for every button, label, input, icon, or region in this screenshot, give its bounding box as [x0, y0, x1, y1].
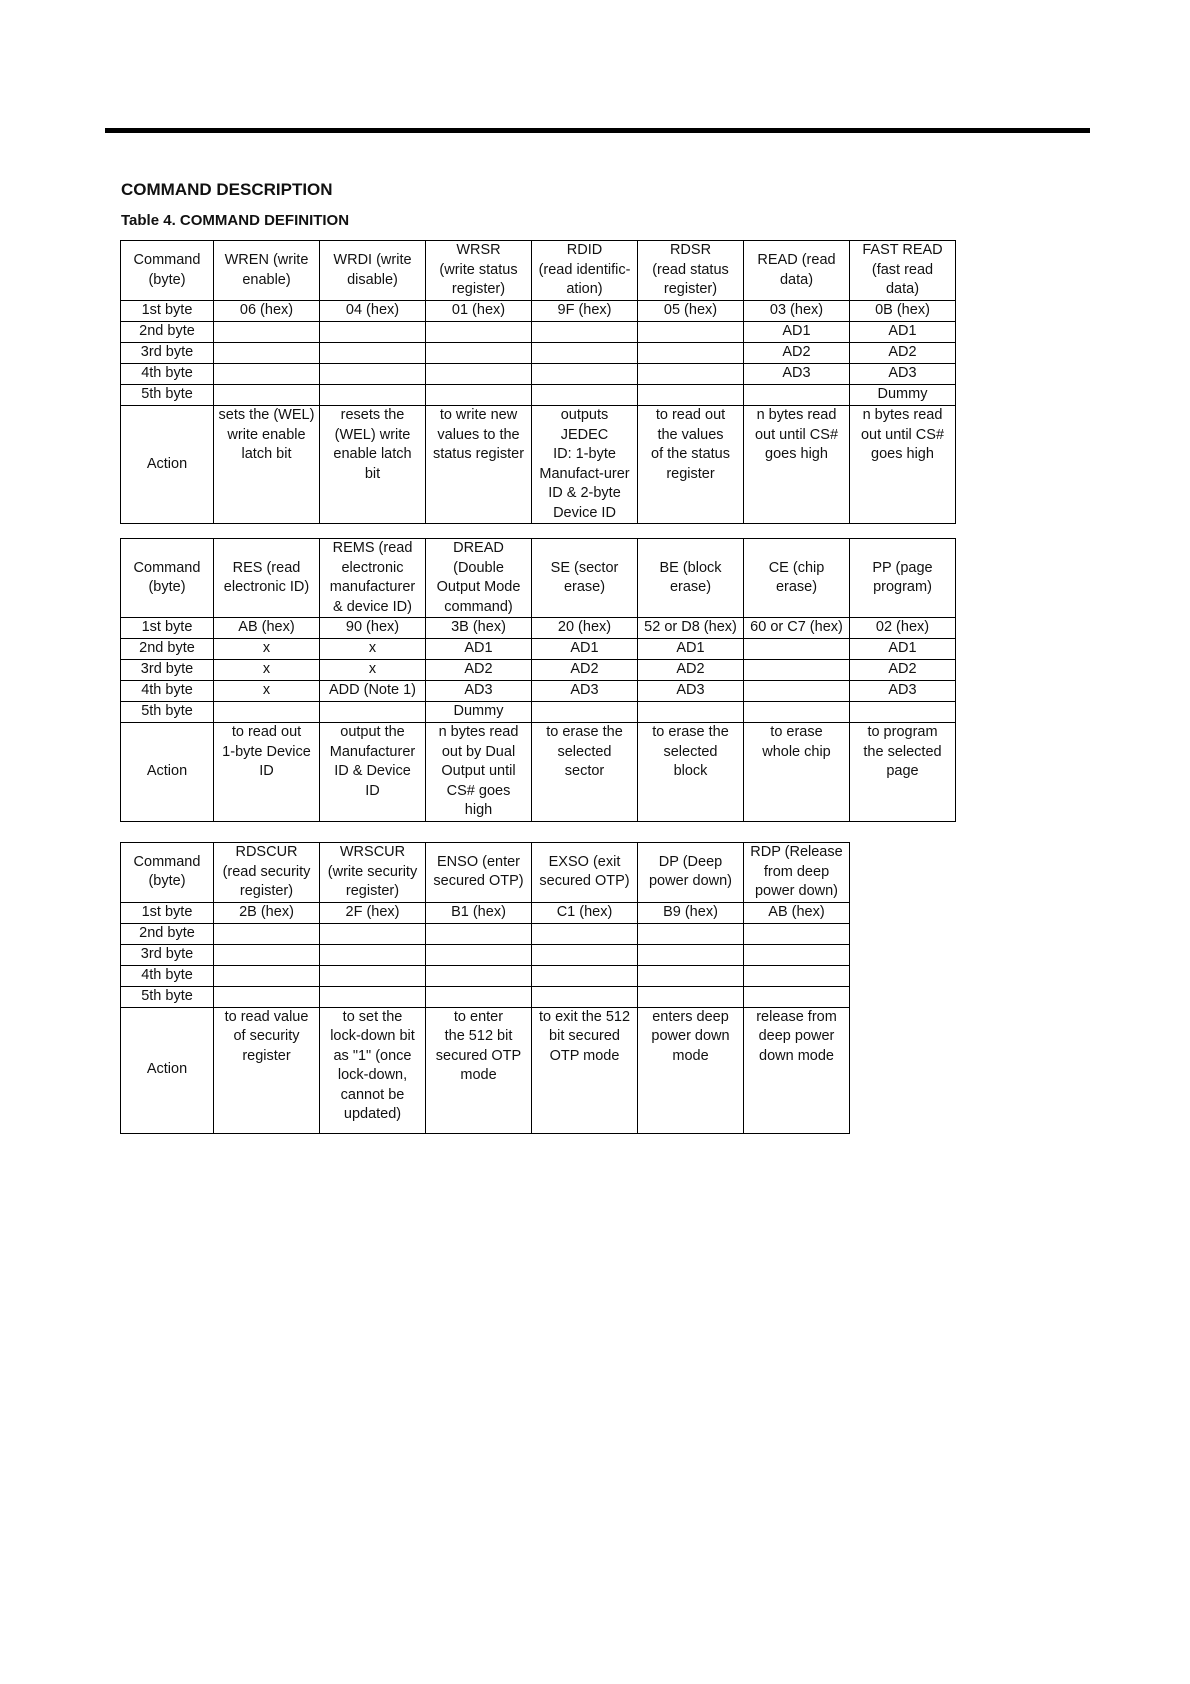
row-label: 4th byte [121, 681, 214, 702]
byte-cell [426, 923, 532, 944]
byte-cell [638, 944, 744, 965]
byte-cell [320, 923, 426, 944]
byte-cell [532, 965, 638, 986]
action-cell: outputs JEDEC ID: 1-byte Manufact-urer ID & 2-byte Device ID [532, 406, 638, 524]
action-cell: sets the (WEL) write enable latch bit [214, 406, 320, 524]
byte-cell: AD1 [532, 639, 638, 660]
byte-cell: B9 (hex) [638, 902, 744, 923]
row-label: Action [121, 723, 214, 822]
byte-row [121, 944, 850, 965]
byte-cell: AD3 [426, 681, 532, 702]
byte-cell: AB (hex) [214, 618, 320, 639]
byte-cell: AD3 [532, 681, 638, 702]
command-name-cell: WRSCUR (write security register) [320, 843, 426, 903]
byte-row [121, 923, 850, 944]
command-name-cell: SE (sector erase) [532, 539, 638, 618]
byte-cell [320, 965, 426, 986]
byte-cell [532, 944, 638, 965]
byte-cell: AD3 [638, 681, 744, 702]
byte-cell [214, 923, 320, 944]
byte-cell [320, 322, 426, 343]
byte-cell [638, 923, 744, 944]
byte-row [121, 986, 850, 1007]
command-name-cell: ENSO (enter secured OTP) [426, 843, 532, 903]
byte-cell: C1 (hex) [532, 902, 638, 923]
byte-cell: x [214, 639, 320, 660]
byte-cell [532, 385, 638, 406]
byte-cell [426, 364, 532, 385]
command-name-cell: CE (chip erase) [744, 539, 850, 618]
byte-cell [744, 660, 850, 681]
byte-cell [744, 385, 850, 406]
action-cell: to erase whole chip [744, 723, 850, 822]
table-caption: Table 4. COMMAND DEFINITION [121, 212, 350, 229]
byte-cell [532, 923, 638, 944]
byte-row [121, 660, 956, 681]
row-label: 5th byte [121, 702, 214, 723]
byte-cell: AD3 [850, 364, 956, 385]
command-name-cell: FAST READ (fast read data) [850, 241, 956, 301]
byte-cell [426, 343, 532, 364]
byte-cell [426, 986, 532, 1007]
byte-cell: 06 (hex) [214, 301, 320, 322]
action-cell: to erase the selected block [638, 723, 744, 822]
action-cell: n bytes read out until CS# goes high [850, 406, 956, 524]
byte-cell [532, 986, 638, 1007]
command-name-cell: BE (block erase) [638, 539, 744, 618]
byte-cell: AD2 [744, 343, 850, 364]
byte-cell [214, 986, 320, 1007]
byte-cell: Dummy [426, 702, 532, 723]
action-cell: to read value of security register [214, 1007, 320, 1133]
byte-cell: AD1 [638, 639, 744, 660]
row-label: 2nd byte [121, 322, 214, 343]
row-label: 3rd byte [121, 343, 214, 364]
byte-cell [638, 965, 744, 986]
byte-cell [744, 944, 850, 965]
header-rule [105, 128, 1090, 133]
byte-cell: ADD (Note 1) [320, 681, 426, 702]
byte-cell: AD2 [426, 660, 532, 681]
byte-cell: 04 (hex) [320, 301, 426, 322]
byte-cell [532, 702, 638, 723]
row-label: 4th byte [121, 965, 214, 986]
byte-cell: 60 or C7 (hex) [744, 618, 850, 639]
byte-cell: 03 (hex) [744, 301, 850, 322]
action-cell: resets the (WEL) write enable latch bit [320, 406, 426, 524]
byte-cell: 0B (hex) [850, 301, 956, 322]
command-name-cell: READ (read data) [744, 241, 850, 301]
row-label: Command (byte) [121, 843, 214, 903]
row-label: 1st byte [121, 902, 214, 923]
byte-cell: 90 (hex) [320, 618, 426, 639]
action-cell: to enter the 512 bit secured OTP mode [426, 1007, 532, 1133]
byte-cell [214, 965, 320, 986]
byte-cell [426, 944, 532, 965]
byte-row [121, 343, 956, 364]
byte-cell [532, 364, 638, 385]
byte-cell [744, 639, 850, 660]
row-label: Action [121, 406, 214, 524]
byte-cell [532, 343, 638, 364]
command-name-cell: RES (read electronic ID) [214, 539, 320, 618]
byte-cell [320, 944, 426, 965]
byte-cell [532, 322, 638, 343]
command-table-1 [120, 240, 956, 524]
action-cell: to program the selected page [850, 723, 956, 822]
action-cell: to read out 1-byte Device ID [214, 723, 320, 822]
byte-row [121, 618, 956, 639]
byte-cell: AD3 [744, 364, 850, 385]
byte-row [121, 639, 956, 660]
action-row [121, 1007, 850, 1133]
row-label: 1st byte [121, 301, 214, 322]
byte-cell: 9F (hex) [532, 301, 638, 322]
action-row [121, 723, 956, 822]
byte-cell [320, 385, 426, 406]
byte-cell: 3B (hex) [426, 618, 532, 639]
byte-cell [320, 702, 426, 723]
command-name-cell: RDP (Release from deep power down) [744, 843, 850, 903]
command-name-cell: REMS (read electronic manufacturer & device ID) [320, 539, 426, 618]
row-label: 2nd byte [121, 639, 214, 660]
command-name-cell: WREN (write enable) [214, 241, 320, 301]
byte-cell [320, 343, 426, 364]
byte-cell [214, 944, 320, 965]
byte-row [121, 965, 850, 986]
byte-cell: 2B (hex) [214, 902, 320, 923]
byte-cell [320, 364, 426, 385]
header-row [121, 241, 956, 301]
command-name-cell: WRDI (write disable) [320, 241, 426, 301]
byte-cell [214, 702, 320, 723]
row-label: 3rd byte [121, 660, 214, 681]
section-heading: COMMAND DESCRIPTION [121, 180, 333, 199]
byte-cell: AD2 [532, 660, 638, 681]
byte-cell [638, 343, 744, 364]
byte-cell [744, 923, 850, 944]
action-cell: n bytes read out until CS# goes high [744, 406, 850, 524]
row-label: 2nd byte [121, 923, 214, 944]
command-name-cell: RDSCUR (read security register) [214, 843, 320, 903]
action-cell: to write new values to the status register [426, 406, 532, 524]
byte-cell: 02 (hex) [850, 618, 956, 639]
byte-cell [214, 322, 320, 343]
byte-cell [744, 986, 850, 1007]
byte-cell: AD3 [850, 681, 956, 702]
byte-cell: Dummy [850, 385, 956, 406]
action-cell: output the Manufacturer ID & Device ID [320, 723, 426, 822]
byte-cell: B1 (hex) [426, 902, 532, 923]
byte-cell: AD1 [850, 639, 956, 660]
row-label: 1st byte [121, 618, 214, 639]
byte-cell [638, 385, 744, 406]
byte-cell: x [214, 660, 320, 681]
byte-cell: 52 or D8 (hex) [638, 618, 744, 639]
byte-cell [638, 702, 744, 723]
byte-cell: AD2 [850, 343, 956, 364]
byte-cell: 20 (hex) [532, 618, 638, 639]
byte-row [121, 385, 956, 406]
byte-cell: 05 (hex) [638, 301, 744, 322]
action-cell: to set the lock-down bit as "1" (once lock-down, cannot be updated) [320, 1007, 426, 1133]
byte-cell [638, 986, 744, 1007]
byte-cell: AD1 [744, 322, 850, 343]
command-name-cell: WRSR (write status register) [426, 241, 532, 301]
byte-cell [320, 986, 426, 1007]
byte-row [121, 322, 956, 343]
action-cell: to read out the values of the status register [638, 406, 744, 524]
action-cell: enters deep power down mode [638, 1007, 744, 1133]
byte-row [121, 702, 956, 723]
action-cell: n bytes read out by Dual Output until CS# goes high [426, 723, 532, 822]
action-cell: to exit the 512 bit secured OTP mode [532, 1007, 638, 1133]
byte-cell: x [214, 681, 320, 702]
byte-cell [214, 343, 320, 364]
byte-cell [744, 681, 850, 702]
command-table-2 [120, 538, 956, 822]
command-table-3 [120, 842, 850, 1134]
header-row [121, 539, 956, 618]
byte-cell [426, 385, 532, 406]
byte-row [121, 301, 956, 322]
command-name-cell: EXSO (exit secured OTP) [532, 843, 638, 903]
action-cell: release from deep power down mode [744, 1007, 850, 1133]
byte-cell [744, 702, 850, 723]
byte-cell: AD1 [850, 322, 956, 343]
row-label: 5th byte [121, 986, 214, 1007]
byte-row [121, 902, 850, 923]
command-name-cell: RDSR (read status register) [638, 241, 744, 301]
row-label: 3rd byte [121, 944, 214, 965]
byte-cell [638, 322, 744, 343]
byte-cell: 2F (hex) [320, 902, 426, 923]
byte-cell: AD2 [638, 660, 744, 681]
byte-cell: 01 (hex) [426, 301, 532, 322]
command-name-cell: PP (page program) [850, 539, 956, 618]
byte-cell [850, 702, 956, 723]
row-label: Command (byte) [121, 539, 214, 618]
byte-cell [744, 965, 850, 986]
row-label: 5th byte [121, 385, 214, 406]
byte-row [121, 364, 956, 385]
command-name-cell: RDID (read identific- ation) [532, 241, 638, 301]
byte-cell: x [320, 639, 426, 660]
byte-cell: x [320, 660, 426, 681]
row-label: Action [121, 1007, 214, 1133]
byte-cell [638, 364, 744, 385]
byte-cell: AB (hex) [744, 902, 850, 923]
byte-cell [214, 364, 320, 385]
row-label: 4th byte [121, 364, 214, 385]
byte-cell [426, 965, 532, 986]
byte-cell: AD1 [426, 639, 532, 660]
command-name-cell: DREAD (Double Output Mode command) [426, 539, 532, 618]
byte-cell: AD2 [850, 660, 956, 681]
command-name-cell: DP (Deep power down) [638, 843, 744, 903]
row-label: Command (byte) [121, 241, 214, 301]
action-cell: to erase the selected sector [532, 723, 638, 822]
byte-cell [426, 322, 532, 343]
action-row [121, 406, 956, 524]
byte-row [121, 681, 956, 702]
header-row [121, 843, 850, 903]
byte-cell [214, 385, 320, 406]
